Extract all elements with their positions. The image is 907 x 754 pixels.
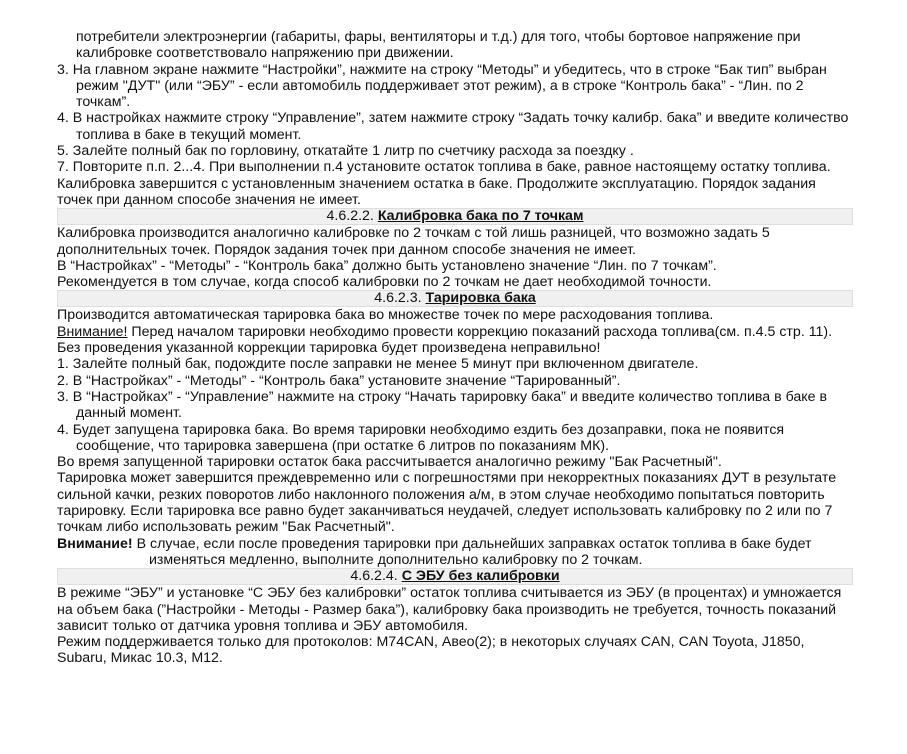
list-item: 1. Залейте полный бак, подождите после заправки не менее 5 минут при включенном двигателе. [57,356,699,373]
list-item: 4. В настройках нажмите строку “Управление”, затем нажмите строку “Задать точку калибр. бака” и введите количество топлива в баке в текущий момент. [57,110,849,143]
section-heading-4-6-2-4 [57,568,853,585]
section-number: 4.6.2.2. [326,208,374,225]
section-number: 4.6.2.4. [350,568,398,585]
paragraph: В режиме “ЭБУ” и установке “С ЭБУ без калибровки” остаток топлива считывается из ЭБУ (в процентах) и умножается на объем бака (”Настройки - Методы - Размер бака”), калибровку бака производить не требуется, точность показаний зависит только от датчика уровня топлива и ЭБУ автомобиля. [57,585,842,634]
list-item: 7. Повторите п.п. 2...4. При выполнении п.4 установите остаток топлива в баке, равное настоящему остатку топлива. [57,159,831,176]
attention-label: Внимание! [57,323,128,340]
warning-text: В случае, если после проведения тарировки при дальнейших заправках остаток топлива в баке будет изменяться медленно, выполните дополнительно калибровку по 2 точкам. [132,535,812,568]
paragraph: Калибровка завершится с установленным значением остатка в баке. Продолжите эксплуатацию. Порядок задания точек при данном способе значения не имеет. [57,175,816,208]
attention-paragraph [57,324,853,357]
warning-paragraph [57,536,853,569]
section-title: Тарировка бака [425,290,536,307]
list-item: 5. Залейте полный бак по горловину, откатайте 1 литр по счетчику расхода за поездку . [57,143,634,160]
paragraph: Рекомендуется в том случае, когда способ калибровки по 2 точкам не дает необходимой точности. [57,274,712,291]
paragraph: Тарировка может завершится преждевременно или с погрешностями при некорректных показаниях ДУТ в результате сильной качки, резких поворотов либо наклонного положения а/м, в этом случае необходимо попытаться повторить тарировку. Если тарировка все равно будет заканчиваться неудачей, следует использовать калибровку по 2 или по 7 точкам либо использовать режим "Бак Расчетный". [57,470,837,536]
section-number: 4.6.2.3. [374,290,422,307]
attention-text: Перед началом тарировки необходимо провести коррекцию показаний расхода топлива(см. п.4.5 стр. 11). Без проведения указанной коррекции тарировка будет произведена неправильно! [57,323,833,357]
paragraph: Во время запущенной тарировки остаток бака рассчитывается аналогично режиму "Бак Расчетный". [57,454,722,471]
paragraph: Режим поддерживается только для протоколов: M74CAN, Авео(2); в некоторых случаях CAN, CAN Toyota, J1850, Subaru, Микас 10.3, M12. [57,634,805,667]
continued-paragraph: потребители электроэнергии (габариты, фары, вентиляторы и т.д.) для того, чтобы бортовое напряжение при калибровке соответствовало напряжению при движении. [76,29,801,62]
list-item: 3. В “Настройках” - “Управление” нажмите на строку “Начать тарировку бака” и введите количество топлива в баке в данный момент. [57,388,828,422]
warning-label: Внимание! [57,535,133,552]
section-heading-4-6-2-2 [57,208,853,225]
document-page [57,29,853,667]
section-title: С ЭБУ без калибровки [401,568,560,585]
list-item: 4. Будет запущена тарировка бака. Во время тарировки необходимо ездить без дозаправки, пока не появится сообщение, что тарировка завершена (при остатке 6 литров по показаниям МК). [57,421,785,454]
list-item: 3. На главном экране нажмите “Настройки”, нажмите на строку “Методы” и убедитесь, что в строке “Бак тип” выбран режим "ДУТ" (или “ЭБУ” - если автомобиль поддерживает этот режим), а в строке “Контроль бака” - “Лин. по 2 точкам”. [57,61,827,111]
paragraph: Калибровка производится аналогично калибровке по 2 точкам с той лишь разницей, что возможно задать 5 дополнительных точек. Порядок задания точек при данном способе значения не имеет. [57,225,770,258]
section-title: Калибровка бака по 7 точкам [377,208,584,225]
section-heading-4-6-2-3 [57,290,853,307]
paragraph: В “Настройках” - “Методы” - “Контроль бака” должно быть установлено значение “Лин. по 7 точкам”. [57,257,717,274]
paragraph: Производится автоматическая тарировка бака во множестве точек по мере расходования топлива. [57,307,714,324]
list-item: 2. В “Настройках” - “Методы” - “Контроль бака” установите значение “Тарированный”. [57,372,621,389]
